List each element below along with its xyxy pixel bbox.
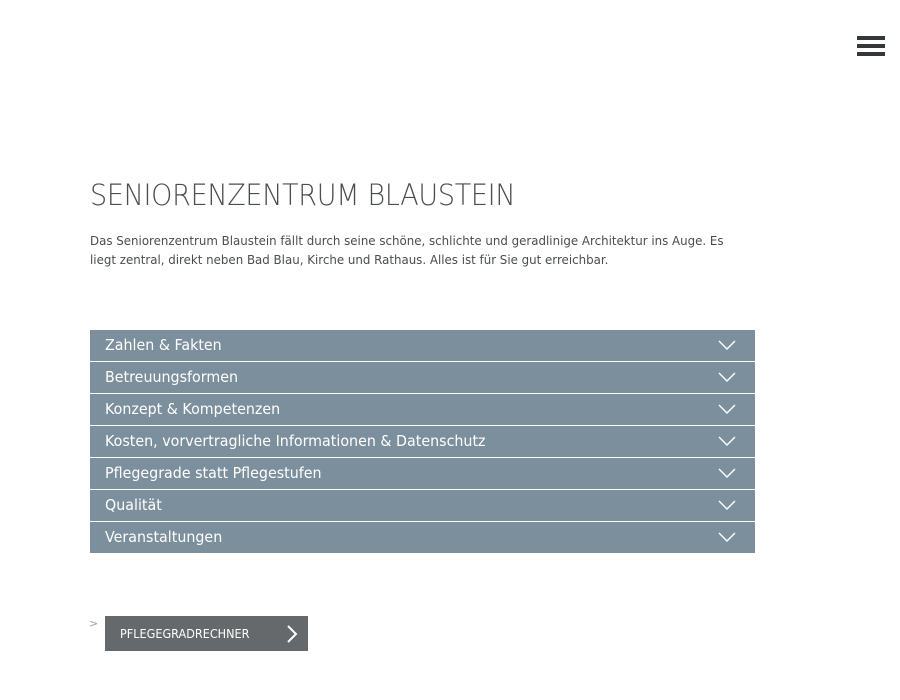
accordion-item-label: Pflegegrade statt Pflegestufen xyxy=(105,464,322,482)
chevron-right-icon xyxy=(286,625,298,643)
chevron-down-icon xyxy=(718,499,736,511)
chevron-down-icon xyxy=(718,531,736,543)
accordion-item-veranstaltungen[interactable] xyxy=(90,522,755,553)
page-title: SENIORENZENTRUM BLAUSTEIN xyxy=(90,178,516,212)
chevron-down-icon xyxy=(718,339,736,351)
chevron-down-icon xyxy=(718,435,736,447)
accordion-item-label: Veranstaltungen xyxy=(105,528,223,546)
chevron-down-icon xyxy=(718,371,736,383)
accordion-item-kosten-datenschutz[interactable] xyxy=(90,426,755,458)
pflegegradrechner-button[interactable] xyxy=(105,616,308,651)
accordion-item-label: Kosten, vorvertragliche Informationen & Datenschutz xyxy=(105,432,486,450)
accordion-item-label: Zahlen & Fakten xyxy=(105,336,222,354)
accordion-item-betreuungsformen[interactable] xyxy=(90,362,755,394)
hamburger-menu-icon[interactable] xyxy=(857,36,885,56)
accordion-item-pflegegrade[interactable] xyxy=(90,458,755,490)
accordion-item-label: Qualität xyxy=(105,496,162,514)
chevron-down-icon xyxy=(718,467,736,479)
link-marker-icon: > xyxy=(89,617,99,630)
menu-bar xyxy=(857,36,885,40)
accordion-item-label: Konzept & Kompetenzen xyxy=(105,400,281,418)
accordion-item-qualitaet[interactable] xyxy=(90,490,755,522)
menu-bar xyxy=(857,52,885,56)
menu-bar xyxy=(857,44,885,48)
accordion xyxy=(90,330,755,553)
chevron-down-icon xyxy=(718,403,736,415)
pflegegradrechner-button-label: PFLEGEGRADRECHNER xyxy=(120,626,250,641)
accordion-item-label: Betreuungsformen xyxy=(105,368,239,386)
accordion-item-konzept-kompetenzen[interactable] xyxy=(90,394,755,426)
intro-text: Das Seniorenzentrum Blaustein fällt durch seine schöne, schlichte und geradlinige Architektur ins Auge. Es liegt zentral, direkt neben Bad Blau, Kirche und Rathaus. Alles ist für Sie gut erreichbar. xyxy=(90,234,724,267)
accordion-item-zahlen-fakten[interactable] xyxy=(90,330,755,362)
